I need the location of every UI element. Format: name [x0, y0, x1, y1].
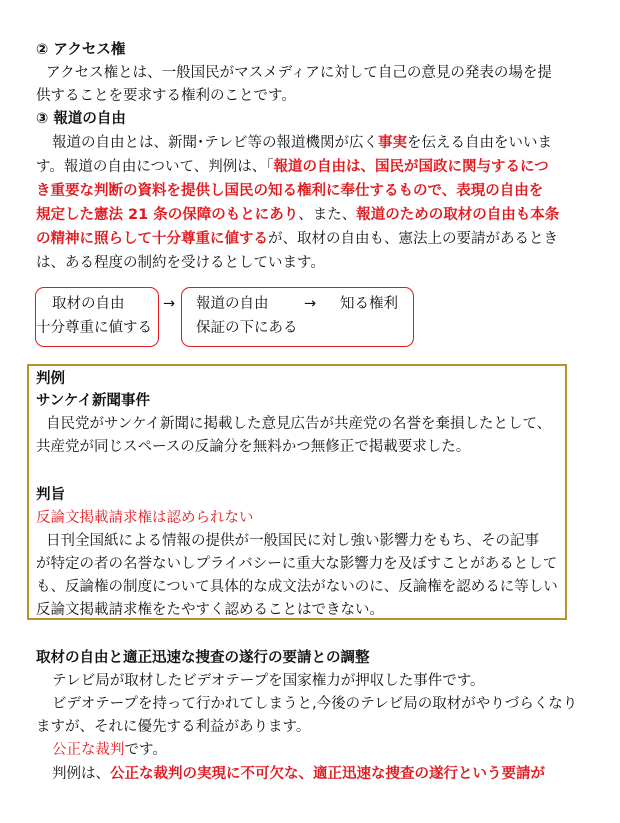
case-title: サンケイ新聞事件 [36, 393, 150, 409]
press-freedom-line4 [36, 205, 559, 225]
highlight-quote: の精神に照らして十分尊重に値する [36, 231, 268, 247]
flow-box2-item1: 報道の自由 [196, 296, 269, 312]
holding-conclusion: 反論文掲載請求権は認められない [36, 510, 254, 526]
highlight-quote: 規定した憲法 21 条の保障のもとにあり [36, 207, 299, 223]
holding-reason-line4: 反論文掲載請求権をたやすく認めることはできない。 [36, 602, 384, 618]
highlight-precedent: 公正な裁判の実現に不可欠な、適正迅速な捜査の遂行という要請が [110, 766, 545, 782]
highlight-fair-trial: 公正な裁判 [52, 742, 125, 758]
highlight-fact: 事実 [377, 135, 407, 151]
access-right-heading: ② アクセス権 [36, 42, 126, 58]
press-freedom-line5 [36, 229, 558, 249]
holding-reason-line2: が特定の者の名誉ないしプライバシーに重大な影響力を及ぼすことがあるとして [36, 556, 558, 572]
press-freedom-line3: き重要な判断の資料を提供し国民の知る権利に奉仕するもので、表現の自由を [36, 183, 544, 199]
press-freedom-line2 [36, 157, 549, 177]
text-segment: が、取材の自由も、憲法上の要請があるとき [268, 231, 558, 247]
press-freedom-heading: ③ 報道の自由 [36, 111, 126, 127]
text-segment: す。報道の自由について、判例は、「 [36, 159, 274, 175]
text-segment: を伝える自由をいいま [406, 135, 552, 151]
flow-box2-item2: 知る権利 [340, 296, 398, 312]
access-right-text-line2: 供することを要求する権利のことです。 [36, 88, 296, 104]
case-facts-line1: 自民党がサンケイ新聞に掲載した意見広告が共産党の名誉を棄損したとして、 [46, 416, 552, 432]
adjustment-line4 [52, 740, 167, 760]
text-segment: 判例は、 [52, 766, 110, 782]
adjustment-line1: テレビ局が取材したビデオテープを国家権力が押収した事件です。 [52, 673, 485, 689]
adjustment-line2: ビデオテープを持って行かれてしまうと,今後のテレビ局の取材がやりづらくなり [52, 696, 578, 712]
text-segment: 報道の自由とは、新聞･テレビ等の報道機関が広く [52, 135, 378, 151]
flow-box1-line1: 取材の自由 [52, 296, 125, 312]
access-right-text-line1: アクセス権とは、一般国民がマスメディアに対して自己の意見の発表の場を提 [46, 65, 552, 81]
highlight-quote: 報道のための取材の自由も本条 [356, 207, 560, 223]
highlight-quote: 報道の自由は、国民が国政に関与するにつ [273, 159, 549, 175]
flow-box2-line2: 保証の下にある [196, 320, 298, 336]
adjustment-heading: 取材の自由と適正迅速な捜査の遂行の要請との調整 [36, 650, 370, 666]
arrow-right-icon: → [163, 296, 176, 312]
text-segment: です。 [124, 742, 167, 758]
arrow-right-icon: → [304, 296, 317, 312]
holding-reason-line3: も、反論権の制度について具体的な成文法がないのに、反論権を認めるに等しい [36, 579, 558, 595]
press-freedom-line6: は、ある程度の制約を受けるとしています。 [36, 255, 325, 271]
holding-label: 判旨 [36, 487, 65, 503]
adjustment-line3: ますが、それに優先する利益があります。 [36, 719, 311, 735]
case-label: 判例 [36, 371, 65, 387]
press-freedom-line1 [52, 133, 552, 153]
text-segment: 、また、 [298, 207, 357, 223]
adjustment-line5 [52, 764, 545, 784]
case-facts-line2: 共産党が同じスペースの反論分を無料かつ無修正で掲載要求した。 [36, 439, 471, 455]
flow-box1-line2: 十分尊重に値する [36, 320, 152, 336]
holding-reason-line1: 日刊全国紙による情報の提供が一般国民に対し強い影響力をもち、その記事 [46, 533, 539, 549]
